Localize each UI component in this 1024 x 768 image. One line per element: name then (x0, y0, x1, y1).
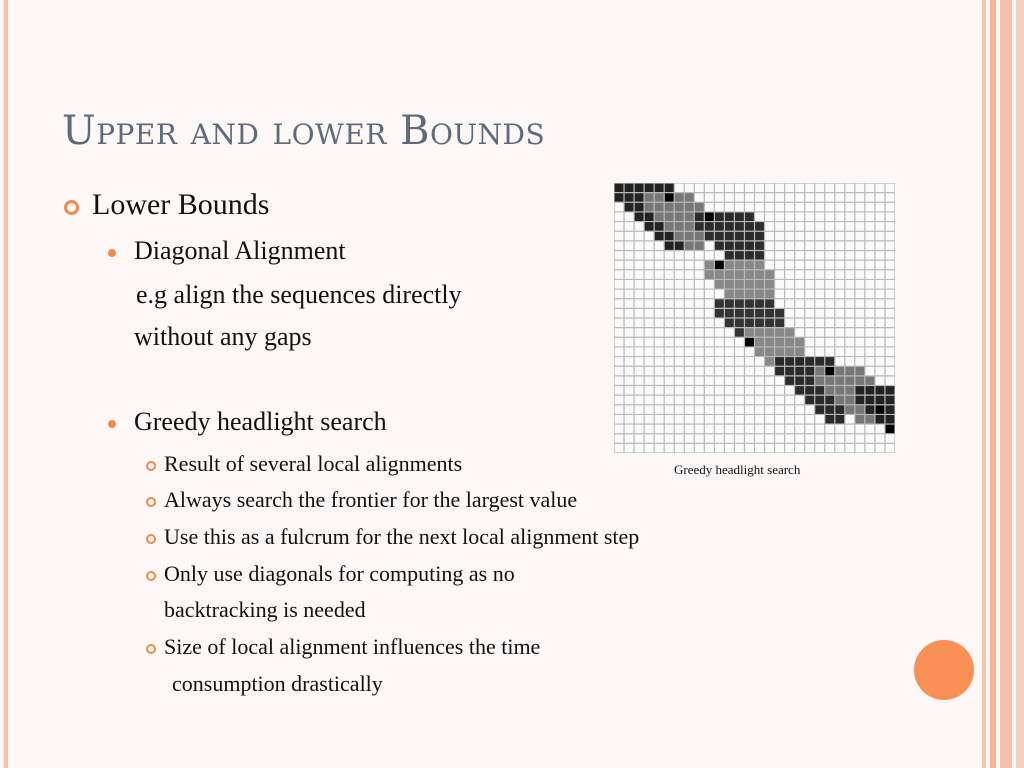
left-border (4, 0, 8, 768)
dot-bullet-icon (108, 420, 116, 428)
bullet-lower-bounds: Lower Bounds (92, 188, 270, 221)
decorative-orb (914, 640, 974, 700)
ring-bullet-icon (146, 644, 156, 654)
figure-caption: Greedy headlight search (674, 462, 801, 477)
sub-bullet-1: Result of several local alignments (164, 451, 463, 476)
greedy-headlight-figure (614, 183, 895, 453)
bullet-diagonal-alignment: Diagonal Alignment (134, 236, 346, 265)
right-stripe (982, 0, 986, 768)
ring-bullet-icon (146, 497, 156, 507)
slide-title: Upper and lower Bounds (62, 108, 546, 154)
sub-bullet-4-cont: backtracking is needed (164, 597, 366, 622)
right-stripe (1016, 0, 1024, 768)
text-diagonal-line1: e.g align the sequences directly (136, 280, 462, 309)
right-stripe (990, 0, 996, 768)
bullet-greedy-search: Greedy headlight search (134, 407, 387, 436)
sub-bullet-5-cont: consumption drastically (172, 671, 383, 696)
sub-bullet-2: Always search the frontier for the largest value (164, 487, 578, 512)
sub-bullet-3: Use this as a fulcrum for the next local alignment step (164, 524, 640, 549)
ring-bullet-icon (146, 534, 156, 544)
text-diagonal-line2: without any gaps (134, 322, 312, 351)
sub-bullet-5: Size of local alignment influences the time (164, 634, 541, 659)
dot-bullet-icon (108, 249, 116, 257)
ring-bullet-icon (146, 461, 156, 471)
sub-bullet-4: Only use diagonals for computing as no (164, 561, 515, 586)
ring-bullet-icon (64, 200, 79, 215)
ring-bullet-icon (146, 571, 156, 581)
right-stripe (1000, 0, 1012, 768)
